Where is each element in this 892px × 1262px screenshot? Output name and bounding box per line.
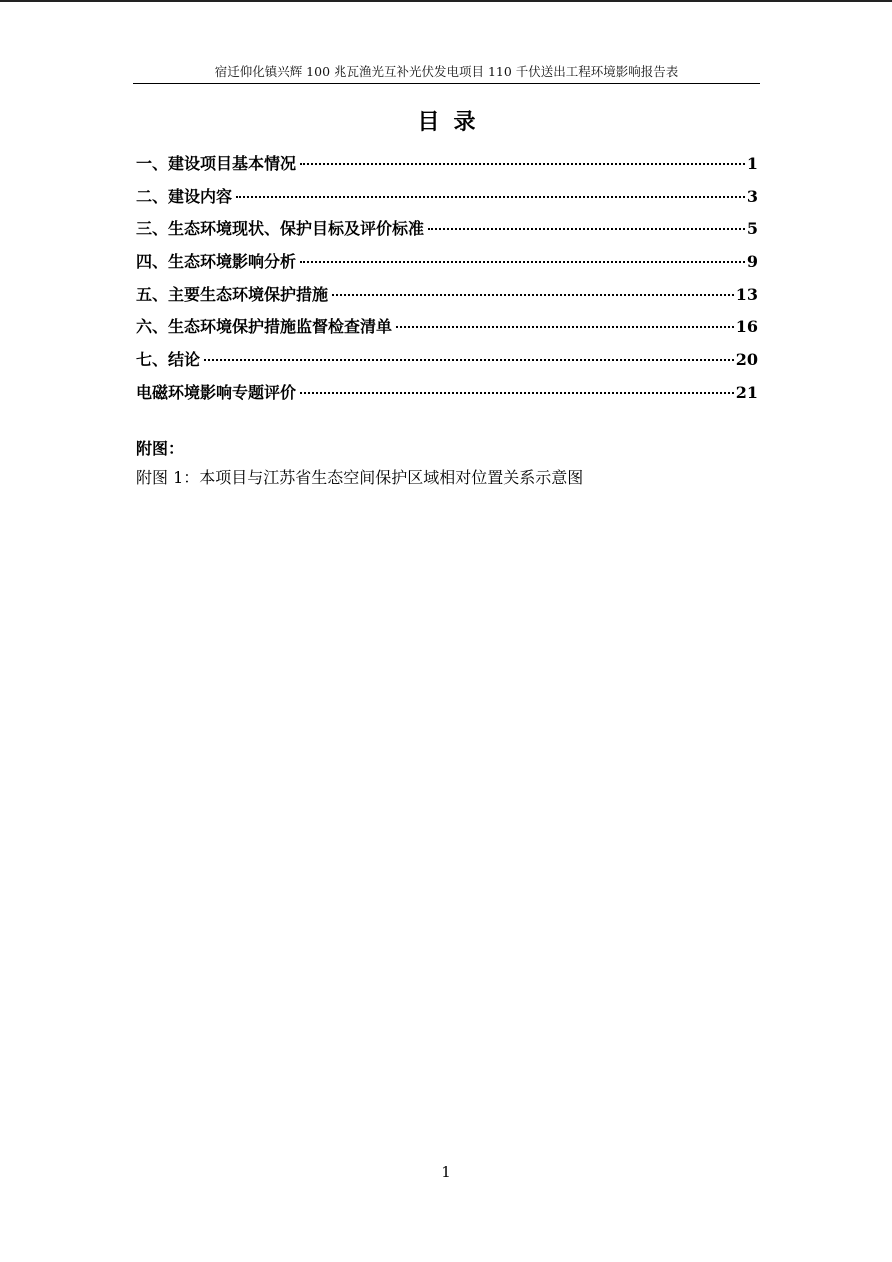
running-header: 宿迁仰化镇兴辉 100 兆瓦渔光互补光伏发电项目 110 千伏送出工程环境影响报告表: [214, 64, 679, 79]
toc-leader-dots: [332, 294, 734, 296]
toc-leader-dots: [204, 359, 734, 361]
toc-entry-label: 七、结论: [136, 350, 201, 370]
appendix-item[interactable]: 附图 1：本项目与江苏省生态空间保护区域相对位置关系示意图: [136, 468, 584, 487]
table-of-contents: [136, 150, 758, 412]
toc-entry[interactable]: [136, 150, 758, 183]
page-number: 1: [441, 1163, 451, 1181]
toc-entry-label: 六、生态环境保护措施监督检查清单: [136, 317, 393, 337]
toc-entry-page: 5: [746, 219, 758, 239]
toc-entry-page: 20: [735, 350, 758, 370]
toc-entry[interactable]: [136, 379, 758, 412]
toc-entry-label: 三、生态环境现状、保护目标及评价标准: [136, 219, 425, 239]
toc-entry[interactable]: [136, 313, 758, 346]
toc-entry[interactable]: [136, 248, 758, 281]
toc-entry-label: 电磁环境影响专题评价: [136, 382, 297, 402]
toc-entry[interactable]: [136, 346, 758, 379]
toc-entry-page: 1: [746, 154, 758, 173]
toc-entry-page: 13: [735, 284, 758, 304]
toc-leader-dots: [300, 163, 745, 165]
toc-title: 目录: [417, 109, 490, 135]
toc-leader-dots: [396, 326, 734, 328]
toc-entry[interactable]: [136, 281, 758, 314]
toc-leader-dots: [300, 261, 745, 263]
toc-entry-page: 16: [735, 317, 758, 337]
toc-entry-page: 21: [735, 382, 758, 402]
toc-entry-label: 一、建设项目基本情况: [136, 154, 297, 173]
toc-entry-page: 9: [746, 252, 758, 272]
toc-entry-label: 四、生态环境影响分析: [136, 252, 297, 272]
toc-entry-label: 二、建设内容: [136, 186, 233, 206]
toc-leader-dots: [428, 228, 745, 230]
appendix-heading: 附图：: [136, 439, 185, 458]
page-top-border: [0, 0, 892, 2]
toc-entry-label: 五、主要生态环境保护措施: [136, 284, 329, 304]
toc-entry[interactable]: [136, 183, 758, 216]
header-rule: [133, 83, 760, 84]
toc-entry-page: 3: [746, 186, 758, 206]
toc-entry[interactable]: [136, 215, 758, 248]
toc-leader-dots: [236, 196, 745, 198]
toc-leader-dots: [300, 392, 734, 394]
